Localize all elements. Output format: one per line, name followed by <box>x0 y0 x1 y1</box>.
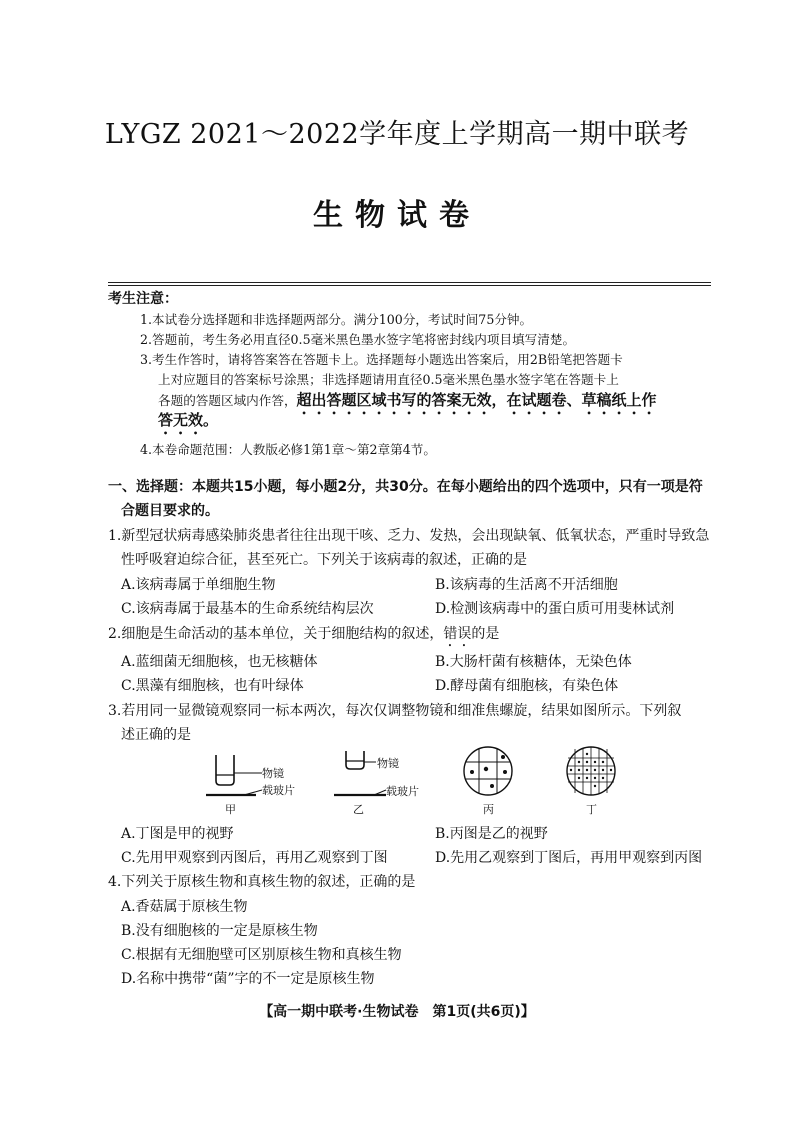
notice-emphasis-end: 答无效。 <box>158 411 219 429</box>
exam-subject: 生物试卷 <box>313 198 481 233</box>
notice-item-1: 1.本试卷分选择题和非选择题两部分。满分100分，考试时间75分钟。 <box>140 312 533 327</box>
q3-option-a: A.丁图是甲的视野 <box>121 826 234 842</box>
q2-stem <box>108 622 716 650</box>
q4-stem: 4.下列关于原核生物和真核生物的叙述，正确的是 <box>108 874 416 890</box>
q1-stem-line1: 1.新型冠状病毒感染肺炎患者往往出现干咳、乏力、发热，会出现缺氧、低氧状态，严重时导致急 <box>108 528 710 544</box>
q3-option-c: C.先用甲观察到丙图后，再用乙观察到丁图 <box>121 850 388 866</box>
q3-stem-line2: 述正确的是 <box>121 727 191 743</box>
field-ding-icon <box>567 747 615 795</box>
notice-heading: 考生注意： <box>108 291 178 307</box>
q2-stem-post: 的是 <box>471 626 500 642</box>
divider-bottom <box>108 285 711 286</box>
panel-label-ding: 丁 <box>586 803 597 816</box>
notice-item-2: 2.答题前，考生务必用直径0.5毫米黑色墨水签字笔将密封线内项目填写清楚。 <box>140 332 576 347</box>
notice-item-3: 3.考生作答时，请将答案答在答题卡上。选择题每小题选出答案后，用2B铅笔把答题卡 <box>140 352 623 367</box>
q3-option-b: B.丙图是乙的视野 <box>435 826 548 842</box>
panel-label-jia: 甲 <box>225 803 236 816</box>
q2-option-a: A.蓝细菌无细胞核，也无核糖体 <box>121 654 318 670</box>
q1-stem-line2: 性呼吸窘迫综合征，甚至死亡。下列关于该病毒的叙述，正确的是 <box>121 552 527 568</box>
panel-label-bing: 丙 <box>483 803 494 816</box>
q4-option-d: D.名称中携带“菌”字的不一定是原核生物 <box>121 971 375 987</box>
q2-option-b: B.大肠杆菌有核糖体，无染色体 <box>435 654 632 670</box>
microscope-figure-svg <box>200 745 620 817</box>
objective-jia-icon <box>206 755 262 795</box>
exam-title: LYGZ 2021～2022学年度上学期高一期中联考 <box>104 119 690 150</box>
divider-top <box>108 282 711 283</box>
field-bing-icon <box>464 747 512 795</box>
notice-emphasis: 超出答题区域书写的答案无效，在试题卷、草稿纸上作 <box>296 391 657 409</box>
notice-item-3-line2: 上对应题目的答案标号涂黑；非选择题请用直径0.5毫米黑色墨水签字笔在答题卡上 <box>158 372 619 387</box>
objective-label-jia: 物镜 <box>262 767 284 780</box>
q4-option-a: A.香菇属于原核生物 <box>121 899 248 915</box>
q1-option-d: D.检测该病毒中的蛋白质可用斐林试剂 <box>435 601 675 617</box>
objective-label-yi: 物镜 <box>377 757 399 770</box>
panel-label-yi: 乙 <box>353 803 364 816</box>
section-heading-line2: 合题目要求的。 <box>121 503 219 519</box>
q1-option-a: A.该病毒属于单细胞生物 <box>121 577 276 593</box>
q2-stem-pre: 2.细胞是生命活动的基本单位，关于细胞结构的叙述， <box>108 626 444 642</box>
q2-stem-emphasis: 错误 <box>443 626 472 642</box>
q4-option-b: B.没有细胞核的一定是原核生物 <box>121 923 318 939</box>
section-heading-line1: 一、选择题：本题共15小题，每小题2分，共30分。在每小题给出的四个选项中，只有一项是符 <box>108 479 703 495</box>
microscope-figure <box>200 745 620 817</box>
notice-item-3-text: 各题的答题区域内作答， <box>158 393 297 408</box>
q2-option-c: C.黑藻有细胞核，也有叶绿体 <box>121 678 304 694</box>
q1-option-b: B.该病毒的生活离不开活细胞 <box>435 577 618 593</box>
notice-item-4: 4.本卷命题范围：人教版必修1第1章～第2章第4节。 <box>140 442 436 457</box>
q1-option-c: C.该病毒属于最基本的生命系统结构层次 <box>121 601 374 617</box>
q2-option-d: D.酵母菌有细胞核，有染色体 <box>435 678 619 694</box>
slide-label-yi: 载玻片 <box>386 785 419 798</box>
slide-label-jia: 载玻片 <box>262 784 295 797</box>
q3-option-d: D.先用乙观察到丁图后，再用甲观察到丙图 <box>435 850 703 866</box>
q4-option-c: C.根据有无细胞壁可区别原核生物和真核生物 <box>121 947 402 963</box>
page-footer: 【高一期中联考·生物试卷 第1页(共6页)】 <box>259 1004 535 1020</box>
q3-stem-line1: 3.若用同一显微镜观察同一标本两次，每次仅调整物镜和细准焦螺旋，结果如图所示。下列叙 <box>108 703 682 719</box>
